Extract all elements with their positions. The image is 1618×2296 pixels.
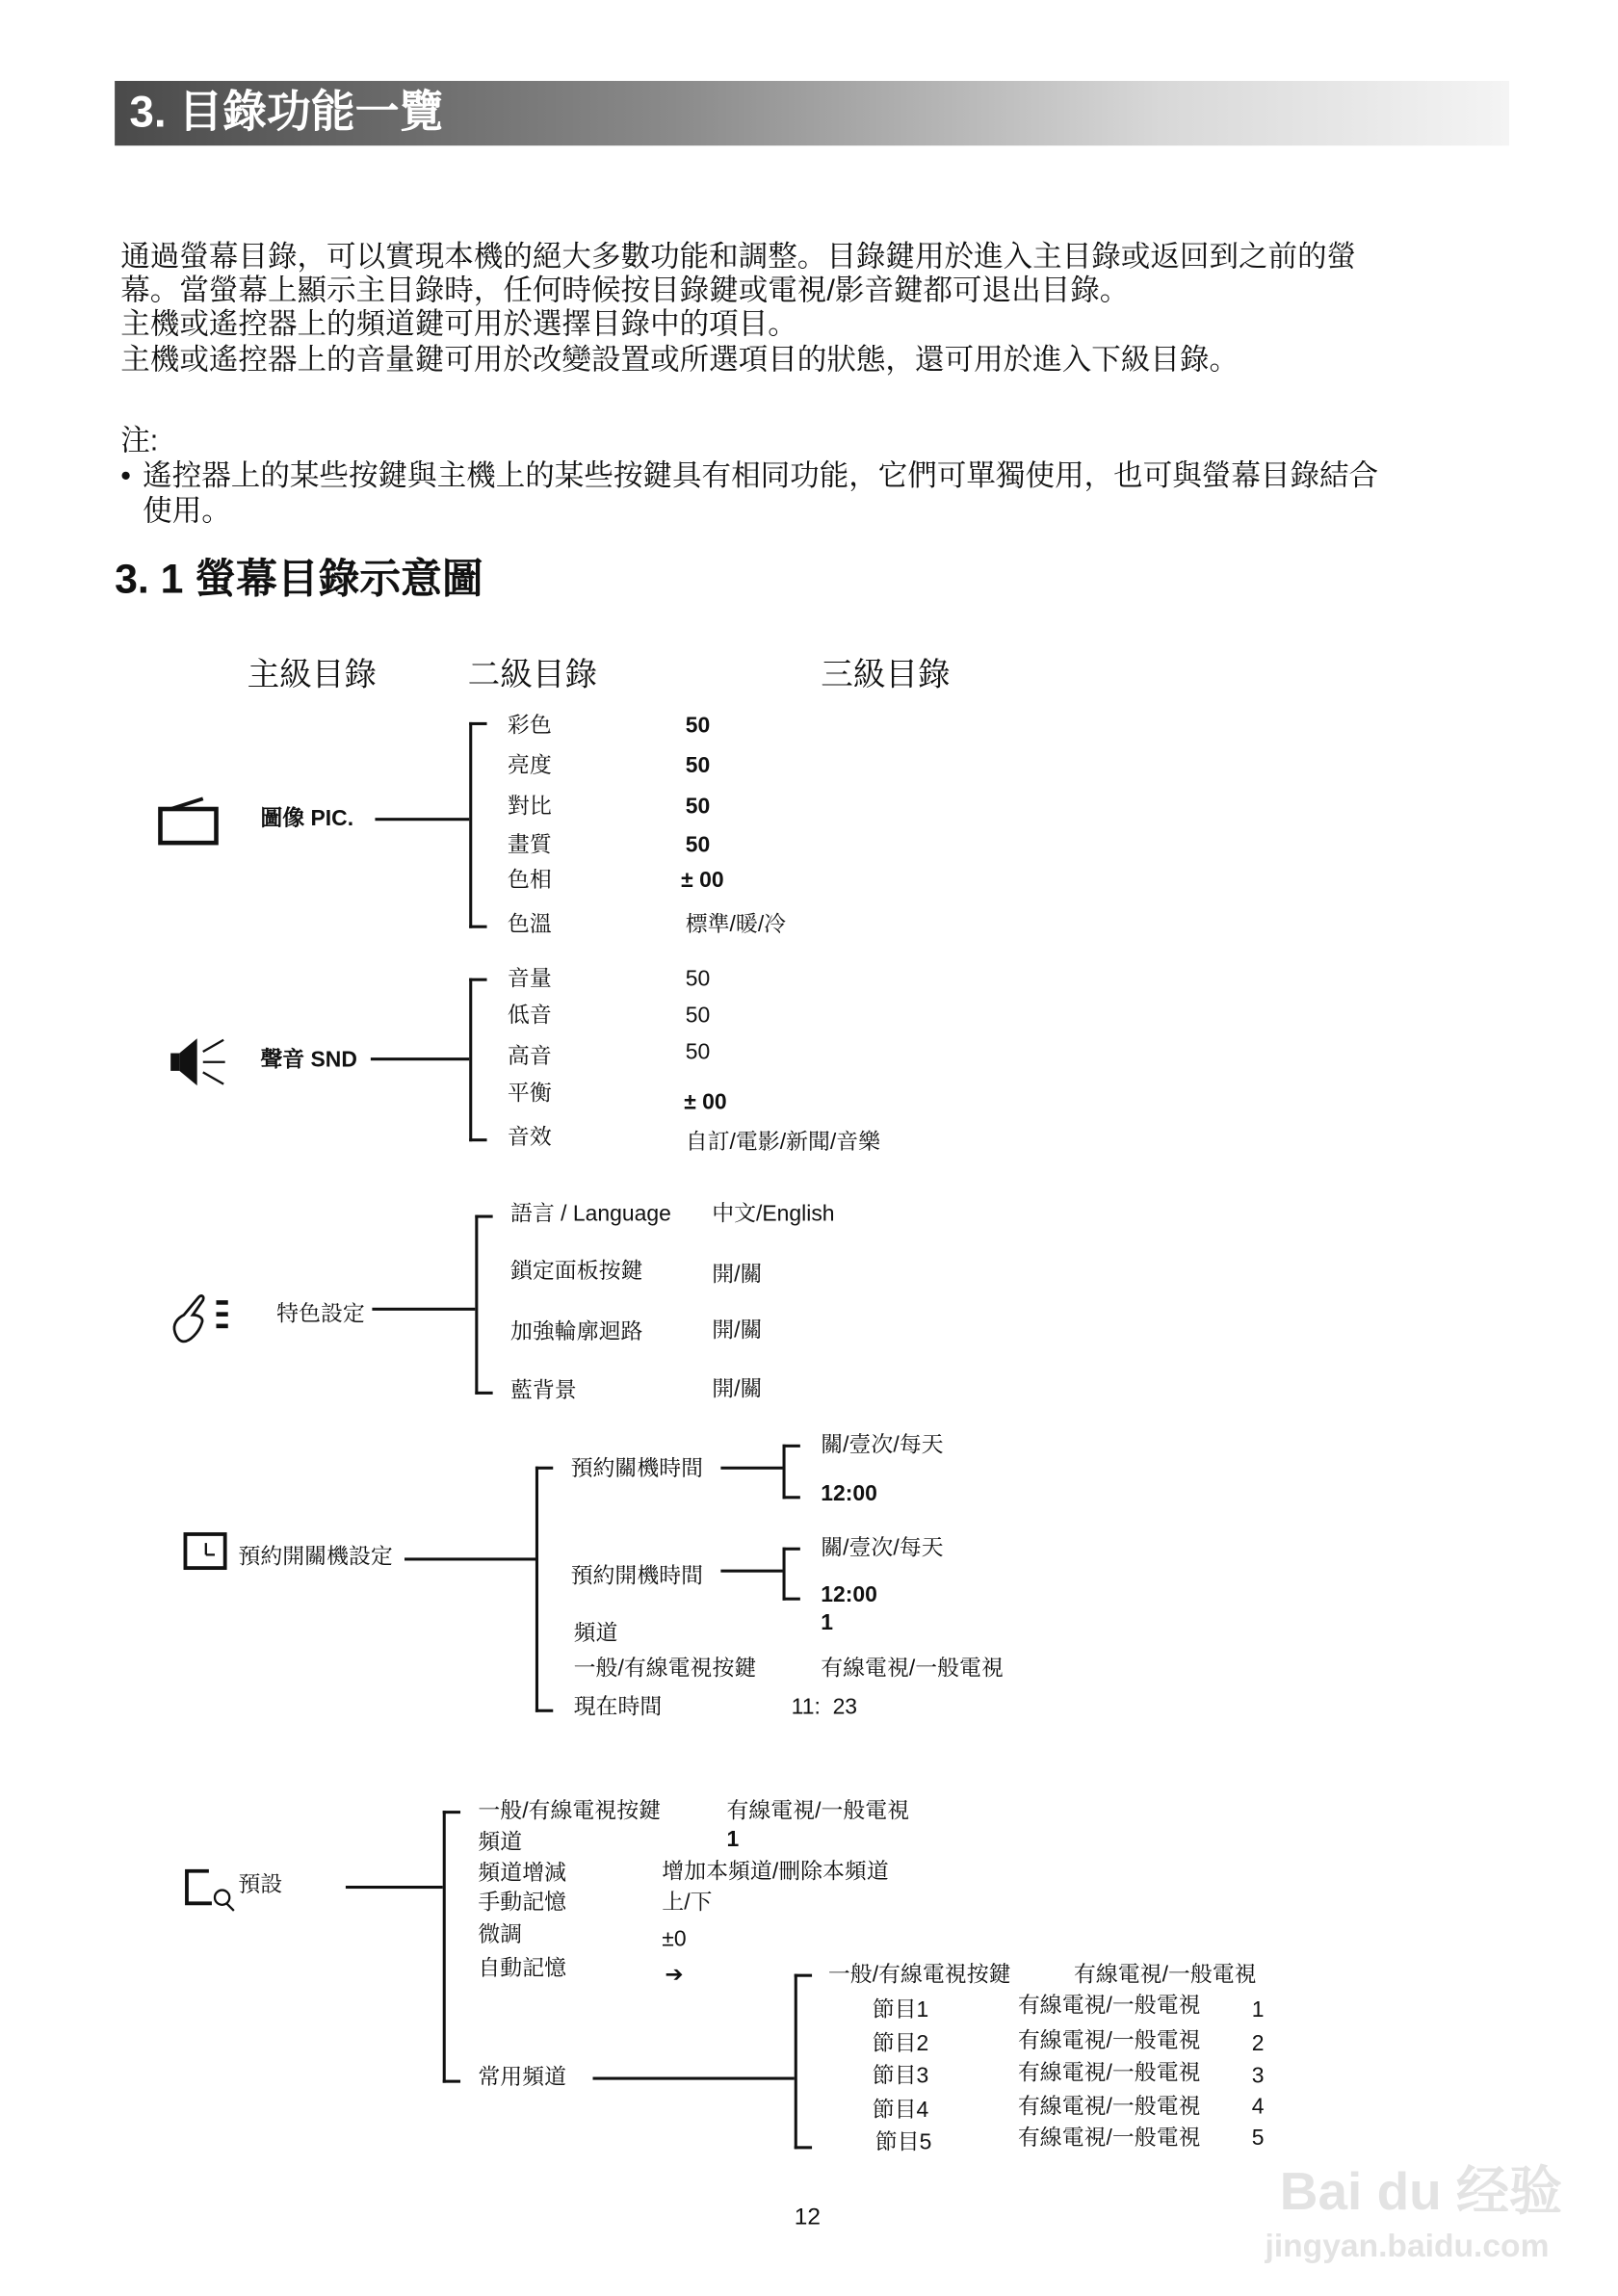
item-value: 50 <box>685 966 711 992</box>
program-label: 節目3 <box>872 2063 929 2089</box>
item-label: 頻道 <box>478 1829 523 1855</box>
item-value: 上/下 <box>662 1890 713 1916</box>
connector <box>375 818 469 821</box>
item-label: 平衡 <box>507 1081 552 1107</box>
item-value: 50 <box>685 794 711 820</box>
item-value: 開/關 <box>712 1262 763 1288</box>
item-value: 關/壹次/每天 <box>821 1535 944 1561</box>
connector <box>720 1467 782 1470</box>
speaker-icon <box>168 1034 229 1090</box>
connector <box>372 1308 475 1311</box>
item-label: 常用頻道 <box>478 2065 567 2091</box>
item-label: 現在時間 <box>573 1694 663 1720</box>
connector <box>346 1886 443 1889</box>
baidu-watermark-logo: Bai du 经验 <box>1279 2160 1563 2222</box>
program-channel: 1 <box>1251 1997 1265 2023</box>
program-label: 節目4 <box>872 2097 929 2123</box>
item-label: 一般/有線電視按鍵 <box>573 1656 757 1682</box>
item-value: 50 <box>685 832 711 858</box>
bracket <box>469 722 486 928</box>
item-label: 藍背景 <box>509 1378 577 1404</box>
program-channel: 5 <box>1251 2125 1265 2151</box>
item-label: 預約關機時間 <box>570 1456 704 1481</box>
note-label: 注: <box>120 425 159 457</box>
item-value: ± 00 <box>681 868 724 894</box>
program-value: 有線電視/一般電視 <box>1017 1993 1201 2019</box>
program-label: 節目1 <box>872 1997 929 2023</box>
item-label: 頻道增減 <box>478 1861 567 1886</box>
menu-sound: 聲音 SND <box>260 1047 357 1073</box>
item-value: 1 <box>821 1610 833 1636</box>
program-value: 有線電視/一般電視 <box>1017 2060 1201 2086</box>
intro-line: 主機或遙控器上的頻道鍵可用於選擇目錄中的項目。 <box>120 308 797 342</box>
item-value: 自訂/電影/新聞/音樂 <box>685 1129 881 1155</box>
page-number: 12 <box>794 2205 821 2231</box>
item-label: 預約開機時間 <box>570 1563 704 1589</box>
bracket <box>443 1811 460 2083</box>
program-channel: 3 <box>1251 2063 1265 2089</box>
item-label: 鎖定面板按鍵 <box>509 1259 643 1285</box>
bracket <box>795 1974 812 2150</box>
connector <box>404 1557 536 1560</box>
item-label: 一般/有線電視按鍵 <box>827 1962 1011 1988</box>
column-main-menu: 主級目錄 <box>247 656 378 693</box>
item-value: 有線電視/一般電視 <box>726 1798 910 1824</box>
bracket <box>783 1548 800 1601</box>
item-value: 關/壹次/每天 <box>821 1432 944 1458</box>
intro-line: 主機或遙控器上的音量鍵可用於改變設置或所選項目的狀態，還可用於進入下級目錄。 <box>120 344 1239 377</box>
item-value: 50 <box>685 752 711 778</box>
item-label: 高音 <box>507 1044 552 1070</box>
item-value: ±0 <box>662 1926 687 1952</box>
item-label: 音效 <box>507 1125 552 1151</box>
note-text: 使用。 <box>143 495 231 529</box>
item-label: 頻道 <box>573 1621 618 1647</box>
program-label: 節目2 <box>872 2031 929 2057</box>
item-value: 有線電視/一般電視 <box>821 1656 1004 1682</box>
connector <box>720 1570 782 1573</box>
item-value: 12:00 <box>821 1582 877 1608</box>
program-channel: 2 <box>1251 2031 1265 2057</box>
program-value: 有線電視/一般電視 <box>1017 2094 1201 2120</box>
item-value: 50 <box>685 1003 711 1029</box>
note-bullet: • <box>120 460 131 493</box>
connector <box>593 2077 795 2080</box>
item-value: 開/關 <box>712 1318 763 1344</box>
item-label: 微調 <box>478 1922 523 1948</box>
column-third-menu: 三級目錄 <box>821 656 951 693</box>
item-label: 自動記憶 <box>478 1956 567 1982</box>
picture-icon <box>156 796 223 848</box>
item-value: 11: 23 <box>791 1694 858 1720</box>
section-title: 3. 目錄功能一覽 <box>129 88 444 138</box>
item-label: 色相 <box>507 868 552 894</box>
item-value: 開/關 <box>712 1376 763 1402</box>
baidu-watermark-url: jingyan.baidu.com <box>1265 2227 1550 2264</box>
subsection-title: 3. 1 螢幕目錄示意圖 <box>115 556 483 602</box>
item-label: 語言 / Language <box>509 1201 671 1227</box>
arrow-icon: ➔ <box>665 1962 684 1988</box>
menu-picture: 圖像 PIC. <box>260 805 354 831</box>
bracket <box>783 1445 800 1500</box>
program-value: 有線電視/一般電視 <box>1017 2028 1201 2054</box>
program-channel: 4 <box>1251 2094 1265 2120</box>
connector <box>371 1057 469 1060</box>
menu-timer: 預約開關機設定 <box>238 1544 393 1570</box>
item-label: 色溫 <box>507 911 552 937</box>
column-submenu: 二級目錄 <box>467 656 598 693</box>
item-label: 低音 <box>507 1003 552 1029</box>
clock-icon <box>182 1531 229 1573</box>
item-label: 對比 <box>507 794 552 820</box>
item-value: 1 <box>726 1826 740 1852</box>
item-label: 音量 <box>507 966 552 992</box>
item-value: 50 <box>685 713 711 739</box>
menu-preset: 預設 <box>238 1872 283 1898</box>
intro-line: 通過螢幕目錄，可以實現本機的絕大多數功能和調整。目錄鍵用於進入主目錄或返回到之前的螢 <box>120 241 1357 274</box>
bracket <box>475 1215 492 1395</box>
item-value: 50 <box>685 1039 711 1065</box>
item-label: 亮度 <box>507 752 552 778</box>
hand-pointer-icon <box>170 1292 234 1347</box>
program-label: 節目5 <box>874 2129 932 2155</box>
bracket <box>469 978 486 1142</box>
program-value: 有線電視/一般電視 <box>1017 2125 1201 2151</box>
item-value: 12:00 <box>821 1480 877 1506</box>
item-value: 中文/English <box>712 1201 835 1227</box>
bracket <box>535 1467 553 1712</box>
menu-feature: 特色設定 <box>276 1301 365 1327</box>
item-value: ± 00 <box>684 1089 727 1115</box>
intro-line: 幕。當螢幕上顯示主目錄時，任何時候按目錄鍵或電視/影音鍵都可退出目錄。 <box>120 274 1130 308</box>
item-label: 彩色 <box>507 713 552 739</box>
search-tv-icon <box>182 1866 241 1913</box>
item-label: 手動記憶 <box>478 1890 567 1916</box>
item-value: 有線電視/一般電視 <box>1073 1962 1257 1988</box>
item-value: 標準/暖/冷 <box>685 911 787 937</box>
item-label: 一般/有線電視按鍵 <box>478 1798 662 1824</box>
item-label: 加強輪廓迴路 <box>509 1318 643 1344</box>
note-text: 遙控器上的某些按鍵與主機上的某些按鍵具有相同功能，它們可單獨使用，也可與螢幕目錄結合 <box>143 460 1379 493</box>
item-value: 增加本頻道/刪除本頻道 <box>662 1859 889 1885</box>
item-label: 畫質 <box>507 832 552 858</box>
